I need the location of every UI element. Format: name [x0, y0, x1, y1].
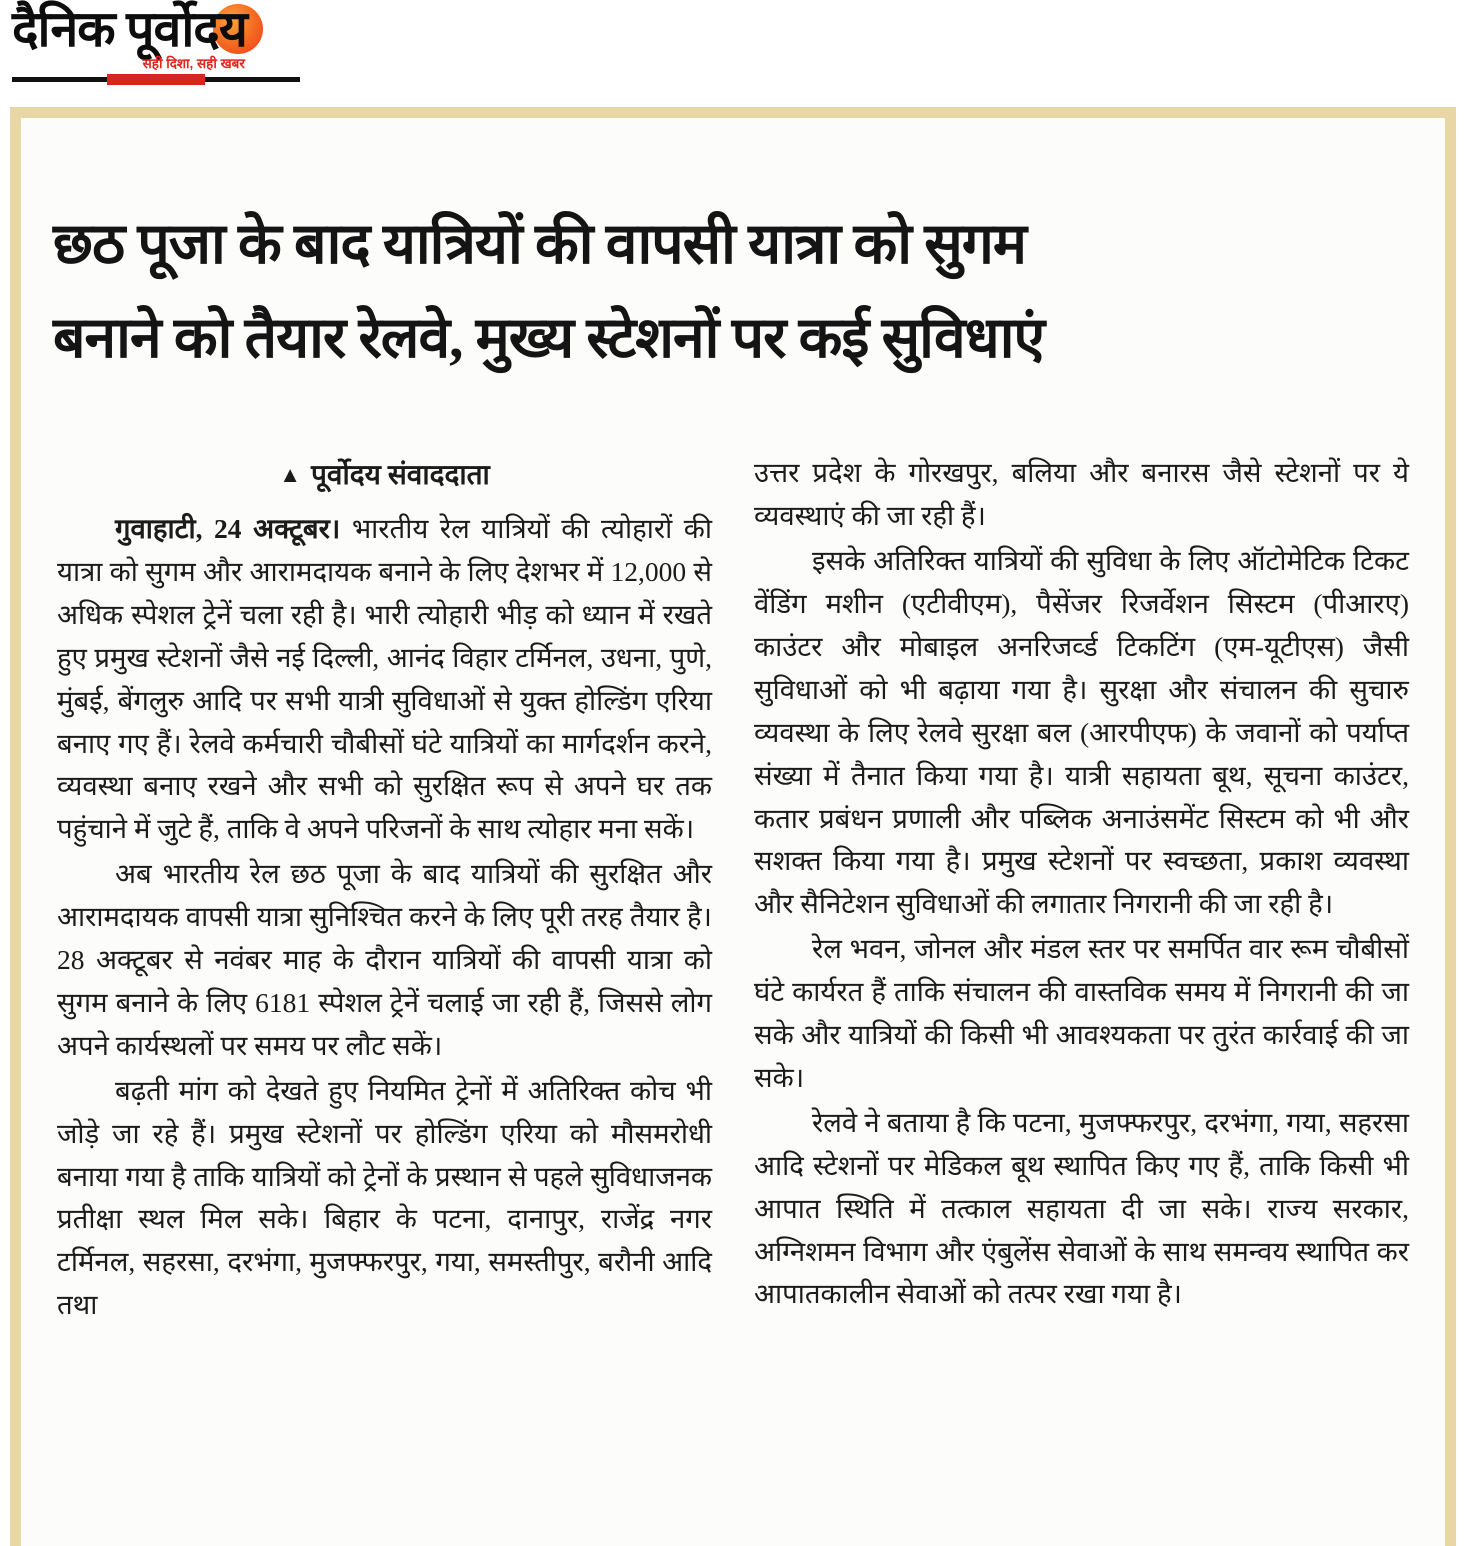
headline-line-1: छठ पूजा के बाद यात्रियों की वापसी यात्रा को सुगम [53, 213, 1026, 277]
byline [57, 454, 712, 498]
newspaper-title: दैनिक पूर्वोदय [12, 1, 247, 57]
left-column [57, 452, 712, 1329]
paragraph-7: रेलवे ने बताया है कि पटना, मुजफ्फरपुर, दरभंगा, गया, सहरसा आदि स्टेशनों पर मेडिकल बूथ स्थापित किए गए हैं, ताकि किसी भी आपात स्थिति में तत्काल सहायता दी जा सके। राज्य सरकार, अग्निशमन विभाग और एंबुलेंस सेवाओं के साथ समन्वय स्थापित कर आपातकालीन सेवाओं को तत्पर रखा गया है। [754, 1106, 1409, 1310]
newspaper-tagline: सही दिशा, सही खबर [142, 56, 245, 71]
byline-text: पूर्वोदय संवाददाता [311, 460, 490, 492]
masthead-badge [107, 74, 205, 85]
paragraph-5: इसके अतिरिक्त यात्रियों की सुविधा के लिए ऑटोमेटिक टिकट वेंडिंग मशीन (एटीवीएम), पैसेंजर रिजर्वेशन सिस्टम (पीआरए) काउंटर और मोबाइल अनरिजर्व्ड टिकटिंग (एम-यूटीएस) जैसी सुविधाओं को भी बढ़ाया गया है। सुरक्षा और संचालन की सुचारु व्यवस्था के लिए रेलवे सुरक्षा बल (आरपीएफ) के जवानों को पर्याप्त संख्या में तैनात किया गया है। यात्री सहायता बूथ, सूचना काउंटर, कतार प्रबंधन प्रणाली और पब्लिक अनाउंसमेंट सिस्टम को भी और सशक्त किया गया है। प्रमुख स्टेशनों पर स्वच्छता, प्रकाश व्यवस्था और सैनिटेशन सुविधाओं की लगातार निगरानी की जा रही है। [754, 545, 1409, 920]
right-column [754, 452, 1409, 1329]
paragraph-1-text: भारतीय रेल यात्रियों की त्योहारों की यात्रा को सुगम और आरामदायक बनाने के लिए देशभर में 12,000 से अधिक स्पेशल ट्रेनें चला रही है। भारी त्योहारी भीड़ को ध्यान में रखते हुए प्रमुख स्टेशनों जैसे नई दिल्ली, आनंद विहार टर्मिनल, उधना, पुणे, मुंबई, बेंगलुरु आदि पर सभी यात्री सुविधाओं से युक्त होल्डिंग एरिया बनाए गए हैं। रेलवे कर्मचारी चौबीसों घंटे यात्रियों का मार्गदर्शन करने, व्यवस्था बनाए रखने और सभी को सुरक्षित रूप से अपने घर तक पहुंचाने में जुटे हैं, ताकि वे अपने परिजनों के साथ त्योहार मना सकें। [57, 513, 712, 845]
article-headline [21, 156, 1445, 404]
paragraph-1 [57, 508, 712, 851]
newspaper-logo [12, 1, 247, 72]
paragraph-3: बढ़ती मांग को देखते हुए नियमित ट्रेनों में अतिरिक्त कोच भी जोड़े जा रहे हैं। प्रमुख स्टेशनों पर होल्डिंग एरिया को मौसमरोधी बनाया गया है ताकि यात्रियों को ट्रेनों के प्रस्थान से पहले सुविधाजनक प्रतीक्षा स्थल मिल सके। बिहार के पटना, दानापुर, राजेंद्र नगर टर्मिनल, सहरसा, दरभंगा, मुजफ्फरपुर, गया, समस्तीपुर, बरौनी आदि तथा [57, 1074, 712, 1321]
paragraph-4: उत्तर प्रदेश के गोरखपुर, बलिया और बनारस जैसे स्टेशनों पर ये व्यवस्थाएं की जा रही हैं। [754, 457, 1409, 532]
paragraph-2: अब भारतीय रेल छठ पूजा के बाद यात्रियों की सुरक्षित और आरामदायक वापसी यात्रा सुनिश्चित करने के लिए पूरी तरह तैयार है। 28 अक्टूबर से नवंबर माह के दौरान यात्रियों की वापसी यात्रा को सुगम बनाने के लिए 6181 स्पेशल ट्रेनें चलाई जा रही हैं, जिससे लोग अपने कार्यस्थलों पर समय पर लौट सकें। [57, 858, 712, 1061]
headline-line-2: बनाने को तैयार रेलवे, मुख्य स्टेशनों पर कई सुविधाएं [53, 307, 1044, 371]
dateline: गुवाहाटी, 24 अक्टूबर। [115, 513, 341, 545]
article-body [21, 442, 1445, 1329]
byline-triangle-icon: ▲ [279, 462, 301, 488]
paragraph-6: रेल भवन, जोनल और मंडल स्तर पर समर्पित वार रूम चौबीसों घंटे कार्यरत हैं ताकि संचालन की वास्तविक समय में निगरानी की जा सके और यात्रियों की किसी भी आवश्यकता पर तुरंत कार्रवाई की जा सके। [754, 933, 1409, 1093]
masthead-rule [12, 77, 300, 82]
article-clipping [10, 107, 1456, 1546]
masthead [0, 0, 312, 82]
